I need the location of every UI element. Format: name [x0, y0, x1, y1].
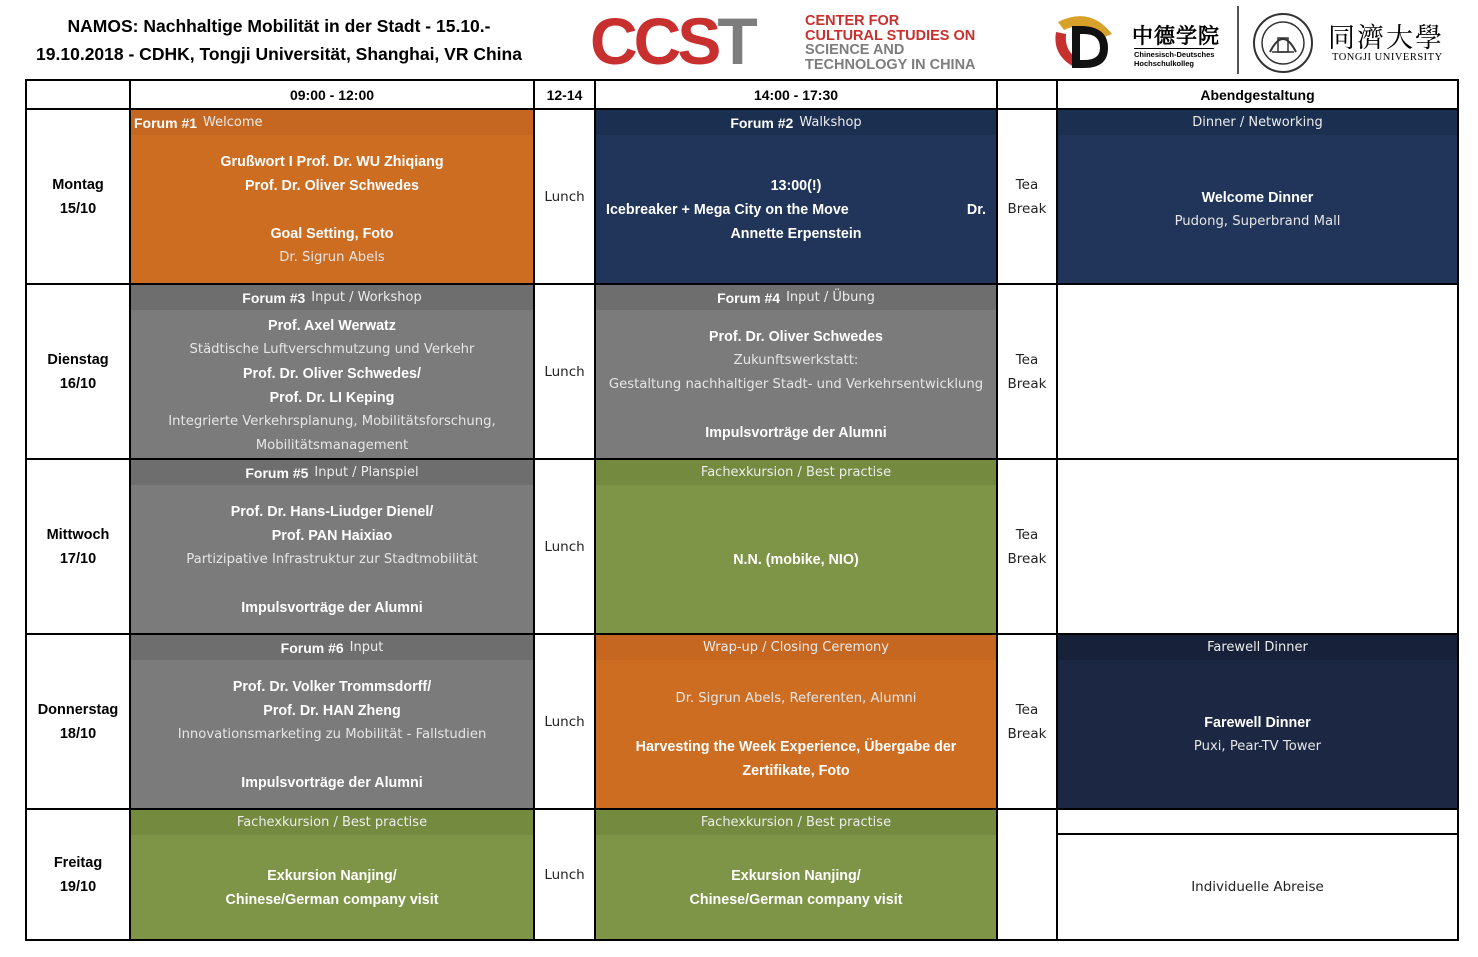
- title-line-2: 19.10.2018 - CDHK, Tongji Universität, Shanghai, VR China: [36, 44, 522, 64]
- ccst-logo-text: CENTER FOR CULTURAL STUDIES ON SCIENCE AND TECHNOLOGY IN CHINA: [805, 13, 976, 73]
- cdhk-german-name: Chinesisch-Deutsches Hochschulkolleg: [1134, 50, 1215, 68]
- excursion-wednesday-block: [594, 458, 998, 635]
- forum-3-bar: Forum #3 Input / Workshop: [131, 285, 533, 310]
- forum-1-bar: Forum #1 Welcome: [131, 110, 533, 135]
- title-line-1: NAMOS: Nachhaltige Mobilität in der Stadt - 15.10.-: [67, 16, 491, 36]
- corner-header-cell: [25, 79, 131, 110]
- forum-3-content: Prof. Axel Werwatz Städtische Luftverschmutzung und Verkehr Prof. Dr. Oliver Schwedes/ Prof. Dr. LI Keping Integrierte Verkehrsplanung, Mobilitätsforschung, Mobilitätsmanagement: [168, 318, 496, 453]
- document-title: [24, 12, 534, 68]
- farewell-dinner-bar: Farewell Dinner: [1058, 635, 1457, 660]
- tongji-english-name: TONGJI UNIVERSITY: [1332, 52, 1443, 63]
- excursion-friday-morning-bar: Fachexkursion / Best practise: [131, 810, 533, 835]
- forum-2-bar: Forum #2 Walkshop: [596, 110, 996, 135]
- excursion-friday-afternoon-content: Exkursion Nanjing/ Chinese/German company visit: [689, 868, 903, 908]
- day-wednesday: Mittwoch 17/10: [25, 458, 131, 635]
- day-monday: Montag 15/10: [25, 108, 131, 285]
- forum-2-block: [594, 108, 998, 285]
- excursion-wednesday-bar: Fachexkursion / Best practise: [596, 460, 996, 485]
- tongji-seal-icon: [1252, 12, 1314, 74]
- tea-header: [996, 79, 1058, 110]
- forum-1-content: Grußwort I Prof. Dr. WU Zhiqiang Prof. Dr. Oliver Schwedes Goal Setting, Foto Dr. Sigrun Abels: [220, 154, 444, 265]
- departure-cell: Individuelle Abreise: [1056, 833, 1459, 941]
- evening-cell-tuesday: [1056, 283, 1459, 460]
- ccst-logo: [590, 4, 1010, 78]
- forum-6-content: Prof. Dr. Volker Trommsdorff/ Prof. Dr. HAN Zheng Innovationsmarketing zu Mobilität - Fallstudien Impulsvorträge der Alumni: [177, 679, 487, 791]
- morning-header: 09:00 - 12:00: [129, 79, 535, 110]
- cdhk-mark-icon: [1050, 12, 1122, 72]
- day-thursday: Donnerstag 18/10: [25, 633, 131, 810]
- afternoon-header: 14:00 - 17:30: [594, 79, 998, 110]
- forum-2-content: 13:00(!) Icebreaker + Mega City on the Move Dr. Annette Erpenstein: [606, 178, 986, 242]
- excursion-friday-morning-block: [129, 808, 535, 941]
- dinner-networking-bar: Dinner / Networking: [1058, 110, 1457, 135]
- lunch-cell-monday: Lunch: [533, 108, 596, 285]
- forum-1-block: [129, 108, 535, 285]
- welcome-dinner-content: Welcome Dinner Pudong, Superbrand Mall: [1174, 190, 1341, 229]
- evening-cell-wednesday: [1056, 458, 1459, 635]
- evening-header: Abendgestaltung: [1056, 79, 1459, 110]
- wrap-up-bar: Wrap-up / Closing Ceremony: [596, 635, 996, 660]
- ccst-logo-letters: CCST: [590, 4, 754, 78]
- excursion-wednesday-content: N.N. (mobike, NIO): [733, 552, 859, 568]
- welcome-dinner-block: [1056, 108, 1459, 285]
- schedule-table: [25, 79, 1459, 941]
- forum-6-bar: Forum #6 Input: [131, 635, 533, 660]
- excursion-friday-morning-content: Exkursion Nanjing/ Chinese/German company visit: [225, 868, 439, 908]
- tea-cell-monday: Tea Break: [996, 108, 1058, 285]
- wrap-up-content: Dr. Sigrun Abels, Referenten, Alumni Harvesting the Week Experience, Übergabe der Zertifikate, Foto: [635, 691, 957, 779]
- lunch-cell-tuesday: Lunch: [533, 283, 596, 460]
- wrap-up-block: [594, 633, 998, 810]
- logo-divider: [1237, 6, 1239, 74]
- excursion-friday-afternoon-bar: Fachexkursion / Best practise: [596, 810, 996, 835]
- tea-cell-thursday: Tea Break: [996, 633, 1058, 810]
- lunch-header: 12-14: [533, 79, 596, 110]
- forum-5-block: [129, 458, 535, 635]
- excursion-friday-afternoon-block: [594, 808, 998, 941]
- tongji-logo: [1252, 12, 1452, 74]
- tongji-chinese-name: 同濟大學: [1328, 23, 1444, 54]
- forum-4-bar: Forum #4 Input / Übung: [596, 285, 996, 310]
- forum-3-block: [129, 283, 535, 460]
- tea-cell-tuesday: Tea Break: [996, 283, 1058, 460]
- lunch-cell-thursday: Lunch: [533, 633, 596, 810]
- forum-5-bar: Forum #5 Input / Planspiel: [131, 460, 533, 485]
- day-friday: Freitag 19/10: [25, 808, 131, 941]
- lunch-cell-friday: Lunch: [533, 808, 596, 941]
- tea-cell-friday: [996, 808, 1058, 941]
- tea-cell-wednesday: Tea Break: [996, 458, 1058, 635]
- cdhk-chinese-name: 中德学院: [1132, 24, 1220, 48]
- forum-5-content: Prof. Dr. Hans-Liudger Dienel/ Prof. PAN Haixiao Partizipative Infrastruktur zur Stadtmobilität Impulsvorträge der Alumni: [186, 504, 478, 616]
- evening-bar-friday: [1056, 808, 1459, 835]
- day-tuesday: Dienstag 16/10: [25, 283, 131, 460]
- farewell-dinner-block: [1056, 633, 1459, 810]
- lunch-cell-wednesday: Lunch: [533, 458, 596, 635]
- forum-4-block: [594, 283, 998, 460]
- forum-4-content: Prof. Dr. Oliver Schwedes Zukunftswerkstatt: Gestaltung nachhaltiger Stadt- und Verkehrsentwicklung Impulsvorträge der Alumni: [608, 329, 984, 441]
- farewell-dinner-content: Farewell Dinner Puxi, Pear-TV Tower: [1193, 715, 1322, 754]
- forum-6-block: [129, 633, 535, 810]
- cdhk-logo: [1050, 12, 1230, 72]
